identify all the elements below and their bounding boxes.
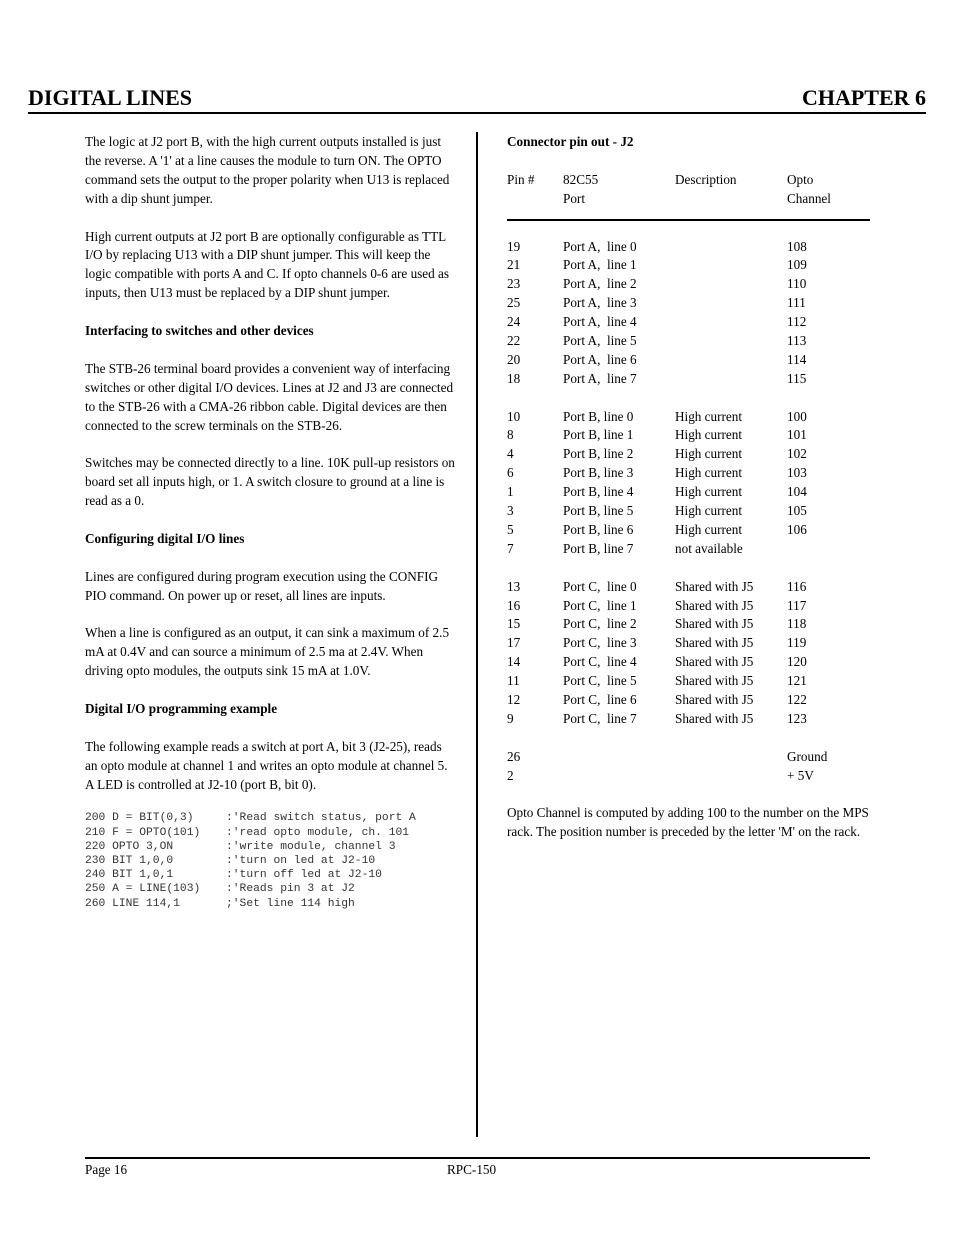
pin-description: Shared with J5 (675, 616, 754, 632)
pin-number: 10 (507, 408, 521, 424)
code-comment: :'write module, channel 3 (226, 840, 396, 853)
code-statement: 250 A = LINE(103) (85, 883, 201, 896)
port-line: Port B, line 5 (563, 503, 634, 519)
header-description: Description (675, 171, 737, 187)
port-line: Port B, line 3 (563, 465, 634, 481)
chapter-number: CHAPTER 6 (801, 85, 926, 110)
code-comment: ;'Set line 114 high (226, 897, 355, 910)
port-line: Port B, line 1 (563, 427, 634, 443)
opto-channel-note: Opto Channel is computed by adding 100 to the number on the MPS rack. The position number is preceded by the letter 'M' on the rack. (507, 805, 869, 840)
code-line (85, 826, 455, 840)
port-line: Port C, line 2 (563, 616, 637, 632)
pin-description (675, 313, 787, 332)
header-opto: Opto (787, 171, 814, 187)
port-line: Port C, line 5 (563, 673, 637, 689)
port-line: Port C, line 7 (563, 710, 637, 726)
code-statement: 210 F = OPTO(101) (85, 826, 201, 839)
header-row (507, 190, 870, 209)
pin-number: 17 (507, 635, 521, 651)
pin-description: not available (675, 540, 743, 556)
pin-description: High current (675, 427, 743, 443)
table-row (507, 615, 870, 634)
group-spacer (507, 559, 870, 578)
pin-number: 23 (507, 276, 521, 292)
port-line: Port A, line 3 (563, 295, 637, 311)
pin-number: 5 (507, 521, 514, 537)
pin-description: High current (675, 408, 743, 424)
table-header-rule (507, 219, 870, 221)
pin-number: 19 (507, 238, 521, 254)
opto-channel: 123 (787, 710, 807, 726)
table-row (507, 653, 870, 672)
code-line (85, 897, 455, 911)
pinout-table-header (507, 171, 870, 209)
table-row (507, 540, 870, 559)
code-statement: 200 D = BIT(0,3) (85, 812, 194, 825)
port-line: Port A, line 6 (563, 351, 637, 367)
port-line: Port B, line 2 (563, 446, 634, 462)
table-row (507, 408, 870, 427)
code-statement: 260 LINE 114,1 (85, 897, 180, 910)
port-line: Port A, line 7 (563, 370, 637, 386)
header-port: Port (563, 190, 585, 206)
pin-description: Shared with J5 (675, 654, 754, 670)
opto-channel: 120 (787, 654, 807, 670)
pin-number: 16 (507, 597, 521, 613)
opto-channel: 106 (787, 521, 807, 537)
pin-number: 7 (507, 540, 514, 556)
code-statement: 220 OPTO 3,ON (85, 840, 174, 853)
pin-description (675, 748, 787, 767)
pin-number: 25 (507, 295, 521, 311)
opto-channel: 122 (787, 691, 807, 707)
pin-description (675, 238, 787, 257)
table-row (507, 332, 870, 351)
pin-description (675, 256, 787, 275)
opto-channel: 112 (787, 314, 807, 330)
table-row (507, 313, 870, 332)
header-row (507, 171, 870, 190)
port-line: Port A, line 4 (563, 314, 637, 330)
port-line: Port C, line 0 (563, 578, 637, 594)
pin-description (675, 351, 787, 370)
pin-number: 1 (507, 484, 514, 500)
pin-number: 8 (507, 427, 514, 443)
paragraph-example-intro: The following example reads a switch at port A, bit 3 (J2-25), reads an opto module at channel 1 and writes an opto module at channel 5. A LED is controlled at J2-10 (port B, bit 0). (85, 738, 448, 792)
table-row (507, 710, 870, 729)
opto-channel: 108 (787, 238, 807, 254)
opto-channel: 102 (787, 446, 807, 462)
right-column (507, 133, 870, 842)
pin-description: Shared with J5 (675, 673, 754, 689)
chapter-heading: DIGITAL LINES (28, 85, 193, 110)
table-row (507, 426, 870, 445)
pin-description (675, 294, 787, 313)
pin-description: Shared with J5 (675, 597, 754, 613)
table-row (507, 691, 870, 710)
pin-number: 18 (507, 370, 521, 386)
pin-number: 4 (507, 446, 514, 462)
section-heading-interfacing: Interfacing to switches and other devices (85, 323, 314, 339)
pin-number: 9 (507, 710, 514, 726)
section-heading-example: Digital I/O programming example (85, 701, 278, 717)
column-divider (476, 132, 478, 1137)
code-comment: :'read opto module, ch. 101 (226, 826, 410, 839)
paragraph-port-b-logic: The logic at J2 port B, with the high current outputs installed is just the reverse. A '1' at a line causes the module to turn ON. The OPTO command sets the output to the proper polarity when U13 is replaced with a dip shunt jumper. (85, 134, 450, 206)
code-comment: :'Read switch status, port A (226, 812, 416, 825)
code-listing (85, 811, 455, 910)
paragraph-stb26: The STB-26 terminal board provides a convenient way of interfacing switches or other digital I/O devices. Lines at J2 and J3 are connected to the STB-26 with a CMA-26 ribbon cable. Digital devices are then connected to the screw terminals on the STB-26. (85, 360, 454, 433)
table-row (507, 370, 870, 389)
port-line (563, 767, 675, 786)
section-heading-configuring: Configuring digital I/O lines (85, 530, 245, 546)
document-name: RPC-150 (447, 1162, 497, 1177)
table-row (507, 445, 870, 464)
pin-description: High current (675, 503, 743, 519)
table-row (507, 521, 870, 540)
code-line (85, 882, 455, 896)
port-line: Port B, line 4 (563, 484, 634, 500)
pinout-title: Connector pin out - J2 (507, 134, 634, 149)
opto-channel: Ground (787, 748, 828, 764)
pin-description: High current (675, 484, 743, 500)
code-line (85, 840, 455, 854)
opto-channel: 113 (787, 333, 807, 349)
pin-number: 11 (507, 673, 520, 689)
port-line: Port A, line 2 (563, 276, 637, 292)
code-comment: :'turn on led at J2-10 (226, 855, 376, 868)
code-comment: :'Reads pin 3 at J2 (226, 883, 355, 896)
pin-number: 21 (507, 257, 521, 273)
header-rule (28, 112, 926, 114)
left-column (85, 133, 455, 911)
footer-rule (85, 1157, 870, 1159)
header-pin: Pin # (507, 171, 535, 187)
opto-channel: 101 (787, 427, 807, 443)
opto-channel: 118 (787, 616, 807, 632)
pin-description: Shared with J5 (675, 578, 754, 594)
opto-channel: 111 (787, 295, 806, 311)
pinout-table-body (507, 238, 870, 786)
opto-channel: 109 (787, 257, 807, 273)
header-description-sub (675, 190, 787, 209)
pin-description (675, 370, 787, 389)
opto-channel: 119 (787, 635, 807, 651)
port-line: Port B, line 6 (563, 521, 634, 537)
page-number: Page 16 (85, 1162, 128, 1177)
table-row (507, 256, 870, 275)
opto-channel: 121 (787, 673, 807, 689)
pin-description: High current (675, 521, 743, 537)
pin-description (675, 767, 787, 786)
paragraph-sink-source: When a line is configured as an output, it can sink a maximum of 2.5 mA at 0.4V and can source a minimum of 2.5 ma at 2.4V. When driving opto modules, the outputs sink 15 mA at 1.0V. (85, 625, 450, 679)
header-82c55: 82C55 (563, 171, 599, 187)
code-comment: :'turn off led at J2-10 (226, 869, 382, 882)
port-line: Port C, line 6 (563, 691, 637, 707)
table-row (507, 672, 870, 691)
paragraph-config-pio: Lines are configured during program execution using the CONFIG PIO command. On power up or reset, all lines are inputs. (85, 568, 439, 603)
port-line: Port B, line 0 (563, 408, 634, 424)
code-statement: 240 BIT 1,0,1 (85, 869, 174, 882)
opto-channel: + 5V (787, 767, 814, 783)
code-line (85, 811, 455, 825)
pin-description: Shared with J5 (675, 691, 754, 707)
port-line: Port C, line 3 (563, 635, 637, 651)
table-row (507, 351, 870, 370)
table-row (507, 464, 870, 483)
code-statement: 230 BIT 1,0,0 (85, 855, 174, 868)
pin-number: 13 (507, 578, 521, 594)
pin-number: 26 (507, 748, 521, 764)
pin-number: 12 (507, 691, 521, 707)
table-row (507, 597, 870, 616)
pin-number: 24 (507, 314, 521, 330)
opto-channel: 116 (787, 578, 807, 594)
pin-description: High current (675, 465, 743, 481)
pin-description (675, 332, 787, 351)
paragraph-high-current: High current outputs at J2 port B are optionally configurable as TTL I/O by replacing U13 with a DIP shunt jumper. This will keep the logic compatible with ports A and C. If opto channels 0-6 are used as inputs, then U13 must be replaced by a DIP shunt jumper. (85, 228, 450, 301)
table-row (507, 483, 870, 502)
port-line: Port C, line 1 (563, 597, 637, 613)
pin-description: Shared with J5 (675, 635, 754, 651)
opto-channel (787, 540, 870, 559)
pin-number: 20 (507, 351, 521, 367)
pin-number: 6 (507, 465, 514, 481)
pin-description (675, 275, 787, 294)
port-line: Port A, line 5 (563, 333, 637, 349)
opto-channel: 114 (787, 351, 807, 367)
table-row (507, 578, 870, 597)
code-line (85, 854, 455, 868)
table-row (507, 294, 870, 313)
table-row (507, 238, 870, 257)
port-line: Port B, line 7 (563, 540, 634, 556)
opto-channel: 110 (787, 276, 807, 292)
opto-channel: 117 (787, 597, 807, 613)
pin-number: 15 (507, 616, 521, 632)
table-row (507, 767, 870, 786)
pin-number: 22 (507, 333, 521, 349)
opto-channel: 115 (787, 370, 807, 386)
pin-description: Shared with J5 (675, 710, 754, 726)
port-line: Port A, line 1 (563, 257, 637, 273)
group-spacer (507, 389, 870, 408)
opto-channel: 105 (787, 503, 807, 519)
port-line: Port C, line 4 (563, 654, 637, 670)
opto-channel: 103 (787, 465, 807, 481)
pin-number: 2 (507, 767, 514, 783)
port-line: Port A, line 0 (563, 238, 637, 254)
pin-number: 3 (507, 503, 514, 519)
pin-description: High current (675, 446, 743, 462)
table-row (507, 275, 870, 294)
port-line (563, 748, 675, 767)
code-line (85, 868, 455, 882)
opto-channel: 104 (787, 484, 807, 500)
table-row (507, 502, 870, 521)
opto-channel: 100 (787, 408, 807, 424)
group-spacer (507, 729, 870, 748)
header-pin-sub (507, 190, 563, 209)
paragraph-switches: Switches may be connected directly to a line. 10K pull-up resistors on board set all inputs high, or 1. A switch closure to ground at a line is read as a 0. (85, 455, 455, 509)
pin-number: 14 (507, 654, 521, 670)
table-row (507, 634, 870, 653)
table-row (507, 748, 870, 767)
header-channel: Channel (787, 190, 831, 206)
